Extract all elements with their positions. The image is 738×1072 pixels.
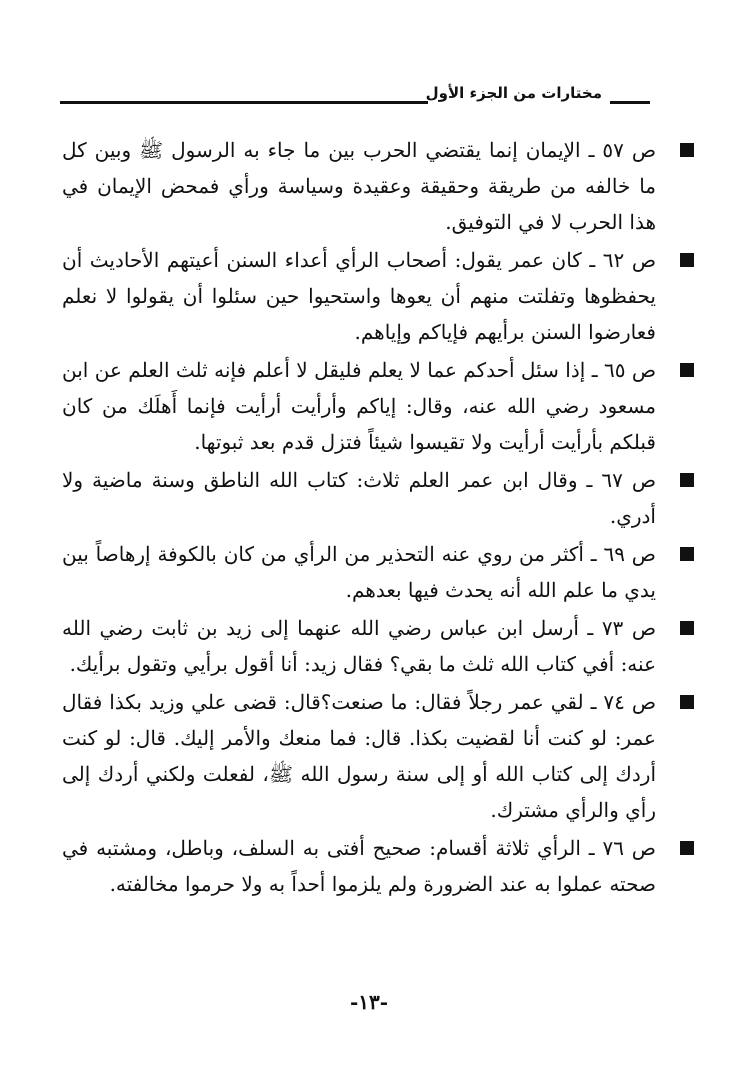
- square-bullet-icon: [680, 473, 694, 487]
- running-header: [60, 80, 650, 110]
- list-item: [62, 242, 656, 350]
- list-item: [62, 536, 656, 608]
- page-reference: ص ٥٧ ـ: [588, 138, 657, 162]
- list-item: [62, 684, 656, 828]
- entry-text: وقال ابن عمر العلم ثلاث: كتاب الله الناطق وسنة ماضية ولا أدري.: [62, 468, 656, 528]
- header-rule-short: [610, 101, 650, 104]
- page-reference: ص ٧٦ ـ: [588, 836, 656, 860]
- list-item: [62, 352, 656, 460]
- entry-text: الإيمان إنما يقتضي الحرب بين ما جاء به الرسول ﷺ وبين كل ما خالفه من طريقة وحقيقة وعقيدة وسياسة ورأي فمحض الإيمان في هذا الحرب لا في التوفيق.: [62, 138, 656, 234]
- entry-text: كان عمر يقول: أصحاب الرأي أعداء السنن أعيتهم الأحاديث أن يحفظوها وتفلتت منهم أن يعوها واستحيوا حين سئلوا أن يقولوا لا نعلم فعارضوا السنن برأيهم فإياكم وإياهم.: [62, 248, 656, 344]
- page-reference: ص ٦٢ ـ: [589, 248, 657, 272]
- header-title: مختارات من الجزء الأول: [425, 84, 602, 102]
- page-reference: ص ٦٥ ـ: [591, 358, 657, 382]
- page-number: -١٣-: [349, 990, 389, 1014]
- entry-text: الرأي ثلاثة أقسام: صحيح أفتى به السلف، وباطل، ومشتبه في صحته عملوا به عند الضرورة ولم يلزموا أحداً به ولا حرموا مخالفته.: [62, 836, 656, 896]
- page-reference: ص ٦٩ ـ: [590, 542, 656, 566]
- entries-list: [62, 132, 656, 904]
- page-reference: ص ٧٤ ـ: [590, 690, 657, 714]
- entry-text: أرسل ابن عباس رضي الله عنهما إلى زيد بن ثابت رضي الله عنه: أفي كتاب الله ثلث ما بقي؟ فقال زيد: أنا أقول برأيي وتقول برأيك.: [62, 616, 656, 676]
- page-reference: ص ٧٣ ـ: [587, 616, 657, 640]
- square-bullet-icon: [680, 363, 694, 377]
- entry-text: أكثر من روي عنه التحذير من الرأي من كان بالكوفة إرهاصاً بين يدي ما علم الله أنه يحدث فيها بعدهم.: [62, 542, 656, 602]
- list-item: [62, 132, 656, 240]
- list-item: [62, 462, 656, 534]
- square-bullet-icon: [680, 841, 694, 855]
- page-reference: ص ٦٧ ـ: [586, 468, 657, 492]
- list-item: [62, 830, 656, 902]
- list-item: [62, 610, 656, 682]
- square-bullet-icon: [680, 621, 694, 635]
- square-bullet-icon: [680, 695, 694, 709]
- entry-text: إذا سئل أحدكم عما لا يعلم فليقل لا أعلم فإنه ثلث العلم عن ابن مسعود رضي الله عنه، وقال: إياكم وأرأيت أرأيت فإنما أَهلَك من كان قبلكم بأرأيت أرأيت ولا تقيسوا شيئاً فتزل قدم بعد ثبوتها.: [62, 358, 656, 454]
- square-bullet-icon: [680, 253, 694, 267]
- square-bullet-icon: [680, 143, 694, 157]
- header-rule: [60, 101, 428, 104]
- entry-text: لقي عمر رجلاً فقال: ما صنعت؟قال: قضى علي وزيد بكذا فقال عمر: لو كنت أنا لقضيت بكذا. قال: فما منعك والأمر إليك. قال: لو كنت أردك إلى كتاب الله أو إلى سنة رسول الله ﷺ، لفعلت ولكني أردك إلى رأي والرأي مشترك.: [62, 690, 656, 822]
- square-bullet-icon: [680, 547, 694, 561]
